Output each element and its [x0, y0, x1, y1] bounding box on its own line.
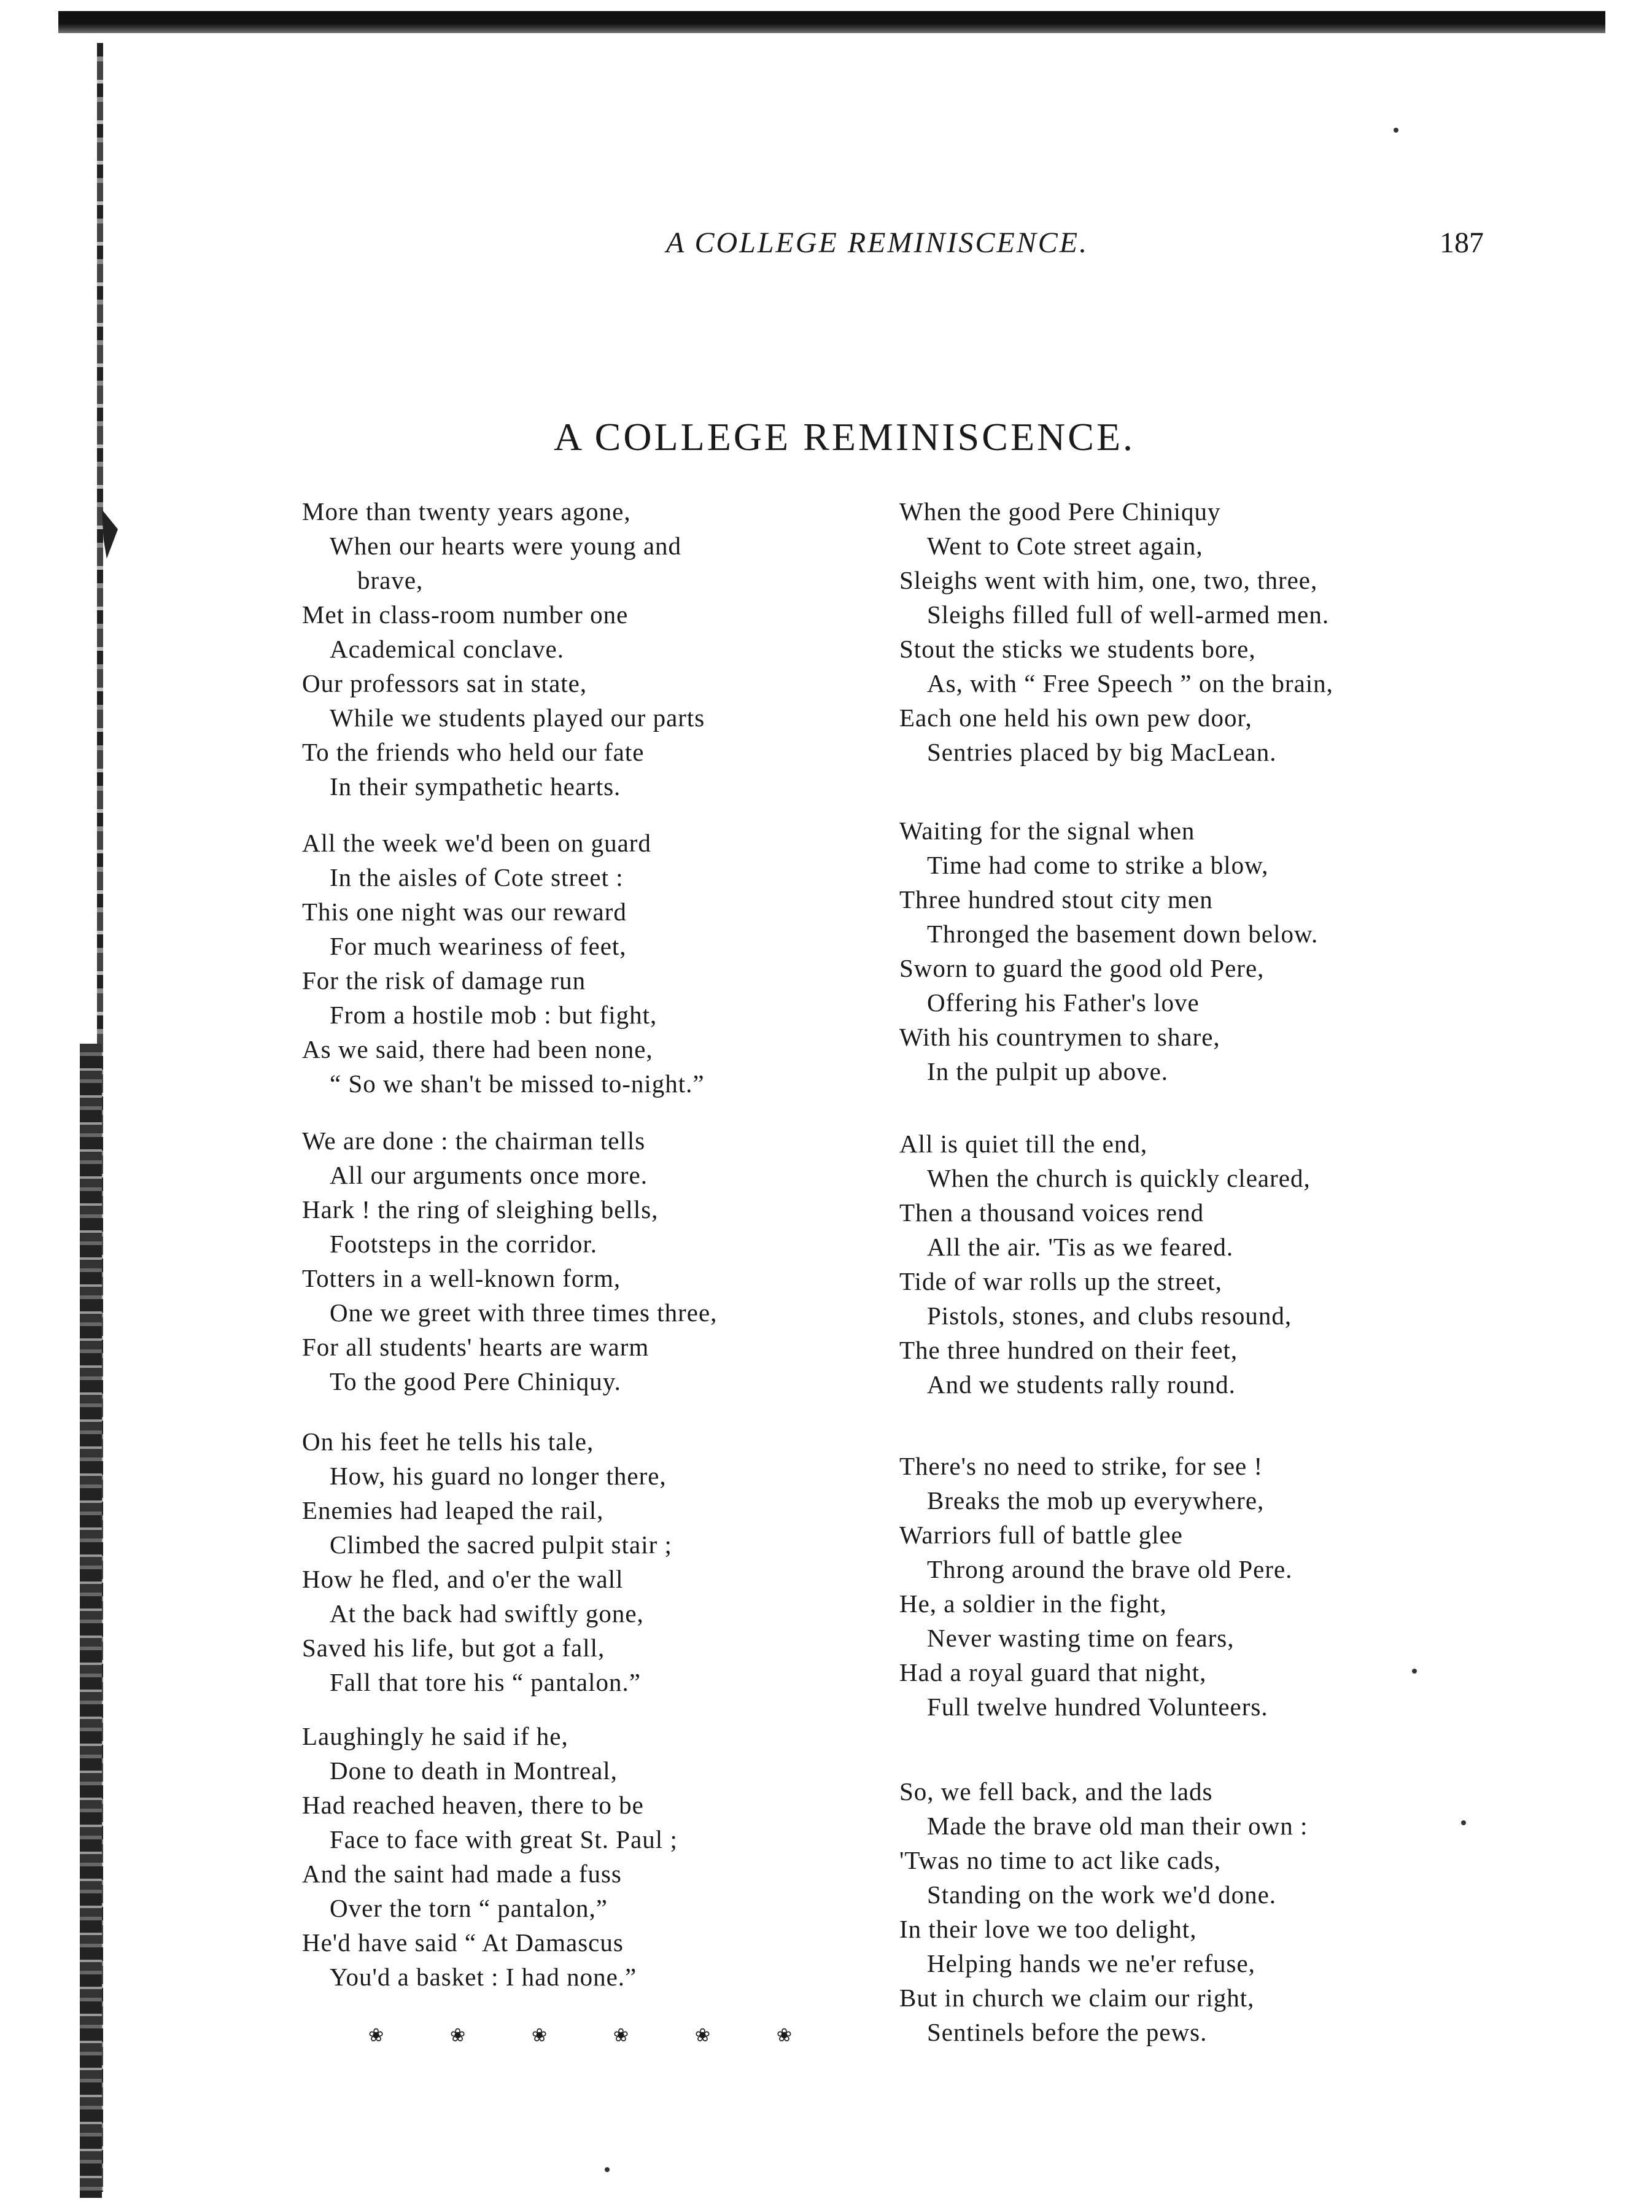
verse-line: Warriors full of battle glee [899, 1521, 1183, 1549]
verse-line: As, with “ Free Speech ” on the brain, [927, 669, 1333, 697]
running-head: A COLLEGE REMINISCENCE. [666, 227, 1089, 259]
verse-line: Academical conclave. [330, 635, 564, 663]
verse-line: “ So we shan't be missed to-night.” [330, 1069, 705, 1098]
verse-line: How he fled, and o'er the wall [302, 1565, 624, 1593]
verse-line: Climbed the sacred pulpit stair ; [330, 1531, 672, 1559]
binding-mark [102, 510, 118, 559]
speck [605, 2167, 610, 2172]
verse-line: Stout the sticks we students bore, [899, 635, 1256, 663]
verse-line: Saved his life, but got a fall, [302, 1634, 605, 1662]
stanza [899, 1774, 1470, 2049]
verse-line: One we greet with three times three, [330, 1298, 718, 1327]
verse-line: Sentinels before the pews. [927, 2018, 1208, 2046]
verse-line: There's no need to strike, for see ! [899, 1452, 1263, 1480]
verse-line: Sleighs filled full of well-armed men. [927, 600, 1330, 629]
verse-line: When the good Pere Chiniquy [899, 497, 1221, 526]
verse-line: For much weariness of feet, [330, 932, 627, 960]
ornament-star: ❀ [531, 2025, 548, 2046]
stanza [302, 826, 873, 1101]
stanza [899, 494, 1470, 769]
stanza [302, 1424, 873, 1699]
verse-line: He, a soldier in the fight, [899, 1589, 1167, 1618]
verse-line: And we students rally round. [927, 1370, 1236, 1399]
stanza [899, 813, 1470, 1089]
ornament-row [368, 2025, 792, 2046]
verse-line: Tide of war rolls up the street, [899, 1267, 1222, 1295]
stanza [302, 494, 873, 804]
verse-line: Fall that tore his “ pantalon.” [330, 1668, 641, 1696]
verse-line: Made the brave old man their own : [927, 1812, 1308, 1840]
verse-line: Pistols, stones, and clubs resound, [927, 1302, 1292, 1330]
verse-line: With his countrymen to share, [899, 1023, 1220, 1051]
verse-line: So, we fell back, and the lads [899, 1777, 1213, 1806]
verse-line: For the risk of damage run [302, 966, 586, 995]
verse-line: Sentries placed by big MacLean. [927, 738, 1277, 766]
stanza [302, 1719, 873, 1994]
speck [1394, 128, 1398, 133]
verse-line: For all students' hearts are warm [302, 1333, 650, 1361]
verse-line: At the back had swiftly gone, [330, 1599, 644, 1628]
verse-line: Footsteps in the corridor. [330, 1230, 597, 1258]
verse-line: Waiting for the signal when [899, 817, 1195, 845]
verse-line: This one night was our reward [302, 898, 627, 926]
stanza [899, 1127, 1470, 1402]
poem-title: A COLLEGE REMINISCENCE. [553, 415, 1136, 459]
verse-line: All is quiet till the end, [899, 1130, 1148, 1158]
verse-line: You'd a basket : I had none.” [330, 1963, 637, 1991]
verse-line: But in church we claim our right, [899, 1984, 1255, 2012]
verse-line: In their sympathetic hearts. [330, 772, 621, 801]
verse-line: Never wasting time on fears, [927, 1624, 1235, 1652]
verse-line: Thronged the basement down below. [927, 920, 1319, 948]
verse-line: Face to face with great St. Paul ; [330, 1825, 678, 1853]
stanza [899, 1449, 1470, 1724]
verse-line: Then a thousand voices rend [899, 1198, 1204, 1227]
verse-line: When the church is quickly cleared, [927, 1164, 1311, 1192]
verse-line: Went to Cote street again, [927, 532, 1203, 560]
verse-line: Time had come to strike a blow, [927, 851, 1269, 879]
verse-line: And the saint had made a fuss [302, 1860, 622, 1888]
verse-line: Totters in a well-known form, [302, 1264, 621, 1292]
verse-line: Enemies had leaped the rail, [302, 1496, 604, 1524]
verse-line: When our hearts were young and [330, 532, 682, 560]
verse-line: brave, [357, 566, 424, 594]
verse-line: Sleighs went with him, one, two, three, [899, 566, 1318, 594]
verse-line: On his feet he tells his tale, [302, 1427, 594, 1456]
verse-line: Over the torn “ pantalon,” [330, 1894, 608, 1922]
verse-line: He'd have said “ At Damascus [302, 1928, 624, 1957]
verse-line: Our professors sat in state, [302, 669, 588, 697]
verse-line: Done to death in Montreal, [330, 1756, 618, 1785]
verse-line: Three hundred stout city men [899, 885, 1213, 914]
verse-line: Helping hands we ne'er refuse, [927, 1949, 1255, 1977]
top-rule [58, 11, 1605, 33]
verse-line: Standing on the work we'd done. [927, 1880, 1277, 1909]
verse-line: Sworn to guard the good old Pere, [899, 954, 1265, 982]
verse-line: Had reached heaven, there to be [302, 1791, 644, 1819]
stanza [302, 1123, 873, 1399]
ornament-star: ❀ [368, 2025, 384, 2046]
verse-line: Met in class-room number one [302, 600, 629, 629]
verse-line: In the aisles of Cote street : [330, 863, 624, 891]
ornament-star: ❀ [449, 2025, 466, 2046]
verse-line: Each one held his own pew door, [899, 704, 1252, 732]
verse-line: As we said, there had been none, [302, 1035, 653, 1063]
verse-line: In the pulpit up above. [927, 1057, 1169, 1085]
verse-line: We are done : the chairman tells [302, 1127, 646, 1155]
ornament-star: ❀ [694, 2025, 711, 2046]
verse-line: Throng around the brave old Pere. [927, 1555, 1293, 1583]
verse-line: 'Twas no time to act like cads, [899, 1846, 1221, 1874]
verse-line: Offering his Father's love [927, 988, 1200, 1017]
verse-line: To the friends who held our fate [302, 738, 645, 766]
verse-line: More than twenty years agone, [302, 497, 631, 526]
spine-shadow [80, 1044, 102, 2198]
verse-line: Breaks the mob up everywhere, [927, 1486, 1265, 1515]
verse-line: The three hundred on their feet, [899, 1336, 1238, 1364]
verse-line: While we students played our parts [330, 704, 705, 732]
verse-line: How, his guard no longer there, [330, 1462, 667, 1490]
ornament-star: ❀ [776, 2025, 792, 2046]
verse-line: All our arguments once more. [330, 1161, 648, 1189]
verse-line: All the air. 'Tis as we feared. [927, 1233, 1234, 1261]
ornament-star: ❀ [613, 2025, 629, 2046]
verse-line: Had a royal guard that night, [899, 1658, 1207, 1686]
verse-line: Laughingly he said if he, [302, 1722, 568, 1750]
verse-line: From a hostile mob : but fight, [330, 1001, 657, 1029]
verse-line: All the week we'd been on guard [302, 829, 651, 857]
verse-line: Full twelve hundred Volunteers. [927, 1693, 1268, 1721]
verse-line: Hark ! the ring of sleighing bells, [302, 1195, 659, 1224]
page-number: 187 [1440, 227, 1484, 259]
verse-line: To the good Pere Chiniquy. [330, 1367, 621, 1395]
verse-line: In their love we too delight, [899, 1915, 1197, 1943]
